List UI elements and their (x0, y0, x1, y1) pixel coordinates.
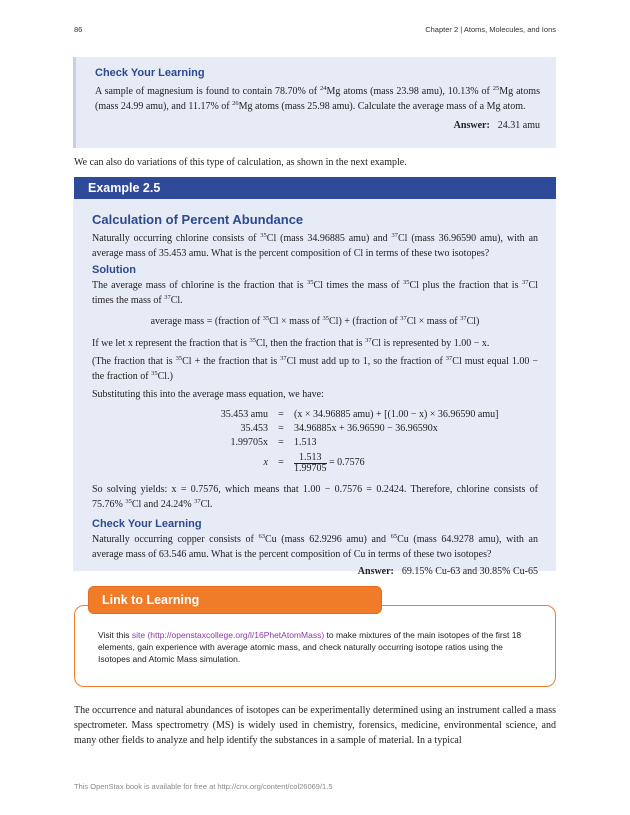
equation-row: 35.453 = 34.96885x + 36.96590 − 36.96590x (240, 423, 438, 434)
example-title: Calculation of Percent Abundance (92, 212, 304, 227)
check-learning-answer: Answer: 24.31 amu (453, 120, 540, 131)
check-learning-answer-2: Answer: 69.15% Cu-63 and 30.85% Cu-65 (357, 566, 538, 577)
body-paragraph: The occurrence and natural abundances of isotopes can be experimentally determined using an instrument called a mass spectrometer. Mass spectrometry (MS) is widely used in chemistry, forensics, medicine, environmental science, and many other fields to analyze and help identify the substances in a sample of material. In a typical (74, 705, 556, 746)
example-problem: Naturally occurring chlorine consists of $^{35}$Cl (mass 34.96885 amu) and $^{37}$Cl (mass 36.96590 amu), with an average mass of 35.453 amu. What is the percent composition of Cl in terms of these two isotopes? (92, 232, 539, 259)
check-learning-title: Check Your Learning (95, 67, 205, 79)
average-mass-equation: average mass = (fraction of $^{35}$Cl × mass of $^{35}$Cl) + (fraction of $^{37}$Cl × mass of $^{37}$Cl) (150, 315, 480, 327)
simulation-link[interactable]: site (http://openstaxcollege.org/l/16PhetAtomMass) (131, 630, 325, 640)
check-learning-problem: A sample of magnesium is found to contain 78.70% of $^{24}$Mg atoms (mass 23.98 amu), 10.13% of $^{25}$Mg atoms (mass 24.99 amu), and 11.17% of $^{26}$Mg atoms (mass 25.98 amu). Calculate the average mass of a Mg atom. (95, 85, 540, 112)
link-to-learning-tab (88, 586, 382, 614)
check-your-learning-box (73, 57, 556, 148)
check-learning-problem-2: Naturally occurring copper consists of $^{63}$Cu (mass 62.9296 amu) and $^{65}$Cu (mass 64.9278 amu), with an average mass of 63.546 amu. What is the percent composition of Cu in terms of these two isotopes? (92, 533, 538, 560)
example-label: Example 2.5 (88, 181, 161, 195)
link-to-learning-label: Link to Learning (102, 593, 200, 607)
conclusion-text: So solving yields: x = 0.7576, which means that 1.00 − 0.7576 = 0.2424. Therefore, chlorine consists of 75.76% $^{35}$Cl and 24.24% $^{37}$Cl. (92, 484, 538, 510)
let-x-text: If we let x represent the fraction that is $^{35}$Cl, then the fraction that is $^{37}$Cl is represented by 1.00 − x. (92, 337, 490, 349)
equation-block (92, 408, 538, 476)
solution-heading: Solution (92, 264, 136, 276)
check-learning-title-2: Check Your Learning (92, 518, 202, 530)
link-to-learning-text: Visit this site (http://openstaxcollege.org/l/16PhetAtomMass) to make mixtures of the main isotopes of the first 18 elements, gain experience with average atomic mass, and check naturally occurring isotope ratios using the Isotopes and Atomic Mass simulation. (98, 630, 522, 664)
example-box (73, 199, 556, 577)
equation-row: 35.453 amu = (x × 34.96885 amu) + [(1.00 − x) × 36.96590 amu] (220, 409, 499, 420)
chapter-header: Chapter 2 | Atoms, Molecules, and Ions (425, 25, 556, 34)
fraction-note: (The fraction that is $^{35}$Cl + the fraction that is $^{37}$Cl must add up to 1, so the fraction of $^{37}$Cl must equal 1.00 − the fraction of $^{35}$Cl.) (92, 355, 538, 382)
fraction-equation: x = $\frac{1.513}{1.99705}$ = 0.7576 (263, 451, 365, 474)
fraction: $\frac{1.513}{1.99705}$ (294, 451, 327, 474)
page-number: 86 (74, 25, 83, 34)
page-footer: This OpenStax book is available for free at http://cnx.org/content/col26069/1.5 (74, 782, 333, 791)
substituting-text: Substituting this into the average mass equation, we have: (92, 389, 324, 400)
link-to-learning-box (74, 605, 556, 687)
example-header-bar (74, 177, 556, 199)
solution-text: The average mass of chlorine is the fraction that is $^{35}$Cl times the mass of $^{35}$Cl plus the fraction that is $^{37}$Cl times the mass of $^{37}$Cl. (92, 279, 538, 306)
transition-text: We can also do variations of this type of calculation, as shown in the next example. (74, 157, 407, 168)
equation-row: 1.99705x = 1.513 (230, 437, 317, 448)
